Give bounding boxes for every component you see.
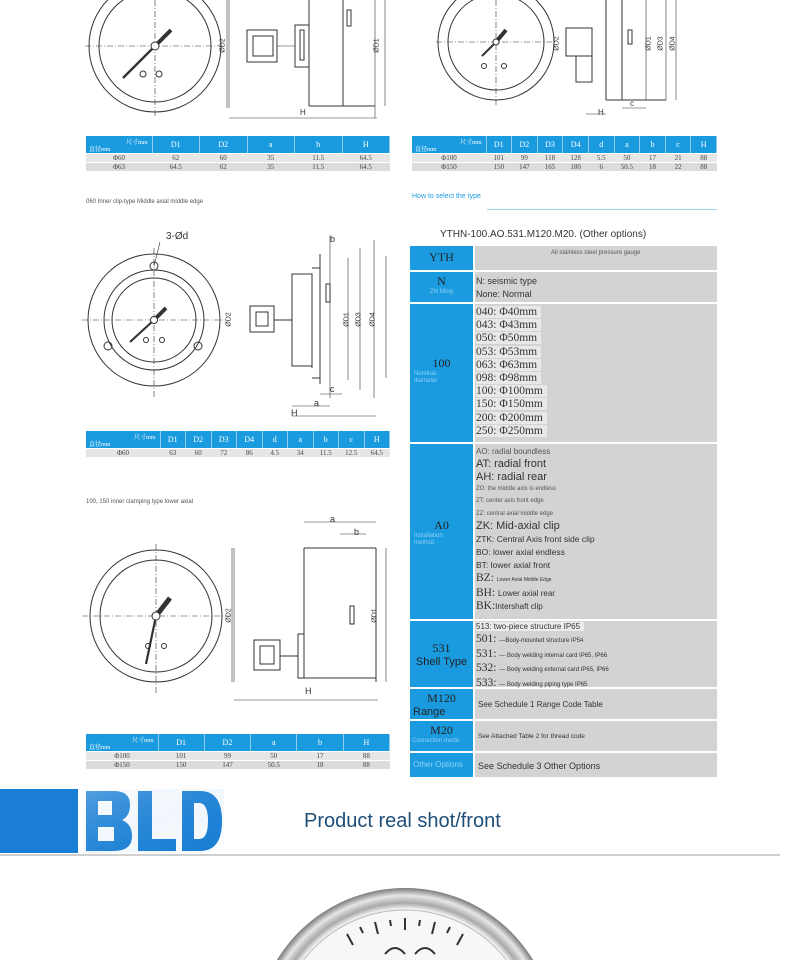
desc-n: N: seismic type None: Normal: [475, 272, 717, 303]
label-h-4: H: [305, 686, 312, 696]
dimension-table-100-150: 尺寸mm 直径mm D1 D2 D3 D4 d a b c H Φ100 101 99 118 128 5.5 50 17 21 88 Φ150 150 147 165 180 6 50.5 18 22 88: [412, 136, 717, 172]
table-row: Φ60 62 60 35 11.5 64.5: [86, 154, 390, 163]
table-row: Φ150 150 147 165 180 6 50.5 18 22 88: [412, 163, 717, 172]
label-phi-d1-3: ØD1: [343, 312, 351, 327]
desc-a0: AO: radial boundless AT: radial front AH: radial rear ZO: the middle axis is endless ZT: center axis front edge ZZ: central axial middle edge ZK: Mid-axial clip ZTK: Central Axis front side clip BO: lower axial endless BT: lower axial front BZ: Lower Axial Middle Edge BH: Lower axial rear BK:Intershaft clip: [475, 444, 717, 620]
label-holes: 3-Ød: [166, 231, 189, 242]
bld-logo: [84, 789, 224, 853]
desc-m20: See Attached Table 2 for thread code: [475, 721, 717, 752]
code-m20: M20 Connection mode: [410, 721, 473, 752]
model-example: YTHN-100.AO.531.M120.M20. (Other options): [440, 229, 647, 240]
code-a0: A0 Installation method: [410, 444, 473, 620]
label-phi-d4-3: ØD4: [369, 312, 377, 327]
label-a-3: a: [314, 398, 320, 408]
desc-100: 040: Φ40mm 043: Φ43mm 050: Φ50mm 053: Φ53mm 063: Φ63mm 098: Φ98mm 100: Φ100mm 150: Φ150mm 200: Φ200mm 250: Φ250mm: [475, 304, 717, 443]
caption-60-clip: 060 Inner clip-type Middle axial middle edge: [86, 199, 204, 205]
table-row: Φ100 101 99 118 128 5.5 50 17 21 88: [412, 154, 717, 163]
label-phi-d2: ØD2: [219, 38, 227, 53]
label-h: H: [300, 108, 306, 117]
label-phi-d2-3: ØD2: [225, 312, 233, 327]
label-h-3: H: [291, 408, 298, 418]
table-row: Φ100 101 99 50 17 88: [86, 752, 390, 761]
code-100: 100 Nominal diameter: [410, 304, 473, 443]
label-phi-d2-r: ØD2: [553, 36, 561, 51]
desc-m120: See Schedule 1 Range Code Table: [475, 689, 717, 720]
label-phi-d1-r: ØD1: [645, 36, 653, 51]
code-531: 531 Shell Type: [410, 621, 473, 688]
label-c-r: c: [630, 99, 634, 108]
table-row: Φ150 150 147 50.5 18 88: [86, 761, 390, 770]
model-selection-table: [410, 246, 718, 778]
drawing-gauge-100-150-lower-axial: [86, 514, 391, 720]
label-phi-d2-4: ØD2: [225, 608, 233, 623]
how-to-select-link[interactable]: How to select the type: [412, 193, 481, 200]
desc-531: 513: two-piece structure IP65 501: —Body-mounted structure IP54 531: — Body welding internal card IP65, IP66 532: — Body welding external card IP65, IP66 533: — Body welding piping type IP65: [475, 621, 717, 688]
code-other: Other Options: [410, 753, 473, 778]
dimension-table-lower-axial: 尺寸mm 直径mm D1 D2 a b H Φ100 101 99 50 17 88 Φ150 150 147 50.5 18 88: [86, 734, 390, 770]
code-yth: YTH: [410, 246, 473, 271]
label-a-4: a: [330, 514, 336, 524]
brand-underline: [0, 854, 780, 856]
dimension-table-60: 尺寸mm 直径mm D1 D2 a b H Φ60 62 60 35 11.5 64.5 Φ63 64.5 62 35 11.5 64.5: [86, 136, 390, 172]
label-b-4: b: [354, 527, 360, 537]
label-phi-d1-4: ØD1: [371, 608, 379, 623]
caption-100-150-clamp: 100, 150 inner clamping type lower axial: [86, 499, 194, 505]
drawing-gauge-100-150-radial: [436, 0, 706, 125]
brand-bar: [0, 789, 78, 853]
label-h-r: H: [598, 108, 604, 117]
dimension-table-60-flange: 尺寸mm 直径mm D1 D2 D3 D4 d a b c H Φ60 63 60 72 86 4.5 34 11.5 12.5 64.5: [86, 431, 390, 458]
product-photo-gauge: [290, 888, 520, 960]
table-corner: 尺寸mm 直径mm: [86, 136, 152, 154]
drawing-gauge-60-axial: [85, 0, 395, 125]
label-phi-d3-3: ØD3: [355, 312, 363, 327]
label-b-3: b: [330, 234, 336, 244]
desc-yth: All stainless steel pressure gauge: [475, 246, 717, 271]
table-row: Φ60 63 60 72 86 4.5 34 11.5 12.5 64.5: [86, 449, 390, 458]
label-phi-d3-r: ØD3: [657, 36, 665, 51]
code-n: N Zhi Ming: [410, 272, 473, 303]
label-phi-d1: ØD1: [373, 38, 381, 53]
table-row: Φ63 64.5 62 35 11.5 64.5: [86, 163, 390, 172]
desc-other: See Schedule 3 Other Options: [475, 753, 717, 778]
divider-line: [487, 209, 717, 210]
label-phi-d4-r: ØD4: [669, 36, 677, 51]
label-c-3: c: [330, 384, 335, 394]
code-m120: M120 Range: [410, 689, 473, 720]
drawing-gauge-60-flange: [86, 228, 396, 426]
brand-heading: Product real shot/front: [304, 810, 501, 832]
